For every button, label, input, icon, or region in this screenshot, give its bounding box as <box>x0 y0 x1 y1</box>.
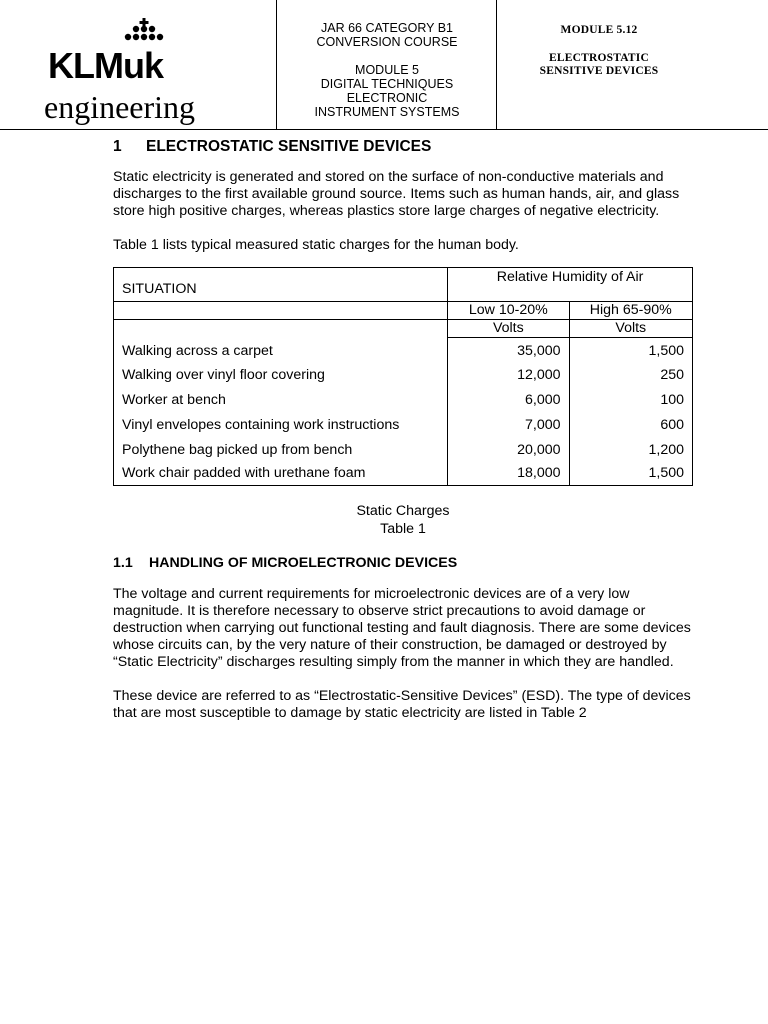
table-caption-title: Static Charges <box>356 502 450 519</box>
brand-name: KLMuk <box>48 45 163 86</box>
table-header-row <box>114 268 693 302</box>
module-title-line: ELECTROSTATIC <box>549 51 649 64</box>
high-value-cell: 1,500 <box>569 338 692 363</box>
table-unit-row <box>114 320 693 338</box>
section-number: 1 <box>113 138 122 155</box>
table-row <box>114 413 693 438</box>
company-logo <box>44 18 264 128</box>
section-heading <box>113 136 693 158</box>
static-charges-table <box>113 267 693 486</box>
table-row <box>114 388 693 413</box>
table-row <box>114 338 693 363</box>
column-header-situation: SITUATION <box>114 268 448 302</box>
paragraph: These device are referred to as “Electrostatic-Sensitive Devices” (ESD). The type of devices that are most susceptible to damage by static electricity are listed in Table 2 <box>113 687 691 721</box>
header-divider <box>276 0 277 129</box>
unit-high: Volts <box>569 320 692 338</box>
column-header-high: High 65-90% <box>569 302 692 320</box>
module-code: MODULE 5.12 <box>560 24 638 36</box>
high-value-cell: 1,500 <box>569 463 692 486</box>
subsection-heading <box>113 553 693 573</box>
low-value-cell: 18,000 <box>448 463 569 486</box>
subsection-title: HANDLING OF MICROELECTRONIC DEVICES <box>149 554 458 571</box>
column-header-humidity: Relative Humidity of Air <box>448 268 693 302</box>
low-value-cell: 6,000 <box>448 388 569 413</box>
module-title-line: SENSITIVE DEVICES <box>539 65 659 77</box>
module-line: DIGITAL TECHNIQUES <box>320 77 454 91</box>
low-value-cell: 7,000 <box>448 413 569 438</box>
course-line: CONVERSION COURSE <box>316 35 458 49</box>
header-rule <box>0 129 768 130</box>
situation-cell: Vinyl envelopes containing work instructions <box>114 413 448 438</box>
table-header-row <box>114 302 693 320</box>
section-title: ELECTROSTATIC SENSITIVE DEVICES <box>146 138 432 155</box>
course-info <box>278 21 496 119</box>
table-row <box>114 463 693 486</box>
low-value-cell: 12,000 <box>448 363 569 388</box>
table-row <box>114 438 693 463</box>
high-value-cell: 1,200 <box>569 438 692 463</box>
situation-cell: Walking across a carpet <box>114 338 448 363</box>
crown-icon <box>122 18 166 42</box>
situation-cell: Polythene bag picked up from bench <box>114 438 448 463</box>
paragraph: Static electricity is generated and stored on the surface of non-conductive materials and discharges to the first available ground source. Items such as human hands, air, and glass store high positive charges, whereas plastics store large charges of negative electricity. <box>113 169 680 219</box>
course-line: JAR 66 CATEGORY B1 <box>321 21 453 35</box>
page-header <box>0 0 768 130</box>
unit-low: Volts <box>448 320 569 338</box>
column-header-low: Low 10-20% <box>448 302 569 320</box>
module-line: MODULE 5 <box>355 63 419 77</box>
low-value-cell: 20,000 <box>448 438 569 463</box>
brand-subtitle: engineering <box>44 89 196 125</box>
module-info <box>498 24 700 79</box>
situation-cell: Work chair padded with urethane foam <box>114 463 448 486</box>
low-value-cell: 35,000 <box>448 338 569 363</box>
paragraph: Table 1 lists typical measured static charges for the human body. <box>113 237 519 253</box>
situation-cell: Walking over vinyl floor covering <box>114 363 448 388</box>
table-row <box>114 363 693 388</box>
high-value-cell: 250 <box>569 363 692 388</box>
module-line: ELECTRONIC <box>346 91 428 105</box>
module-line: INSTRUMENT SYSTEMS <box>314 105 460 119</box>
header-divider <box>496 0 497 129</box>
empty-cell <box>114 320 448 338</box>
high-value-cell: 100 <box>569 388 692 413</box>
situation-cell: Worker at bench <box>114 388 448 413</box>
subsection-number: 1.1 <box>113 554 133 571</box>
high-value-cell: 600 <box>569 413 692 438</box>
page-body <box>113 136 693 722</box>
table-caption-label: Table 1 <box>380 521 426 537</box>
empty-cell <box>114 302 448 320</box>
paragraph: The voltage and current requirements for microelectronic devices are of a very low magnitude. It is therefore necessary to observe strict precautions to avoid damage or destruction when carrying out functional testing and fault diagnosis. There are some devices whose circuits can, by the very nature of their construction, be damaged or destroyed by “Static Electricity” discharges resulting simply from the manner in which they are handled. <box>113 585 691 670</box>
